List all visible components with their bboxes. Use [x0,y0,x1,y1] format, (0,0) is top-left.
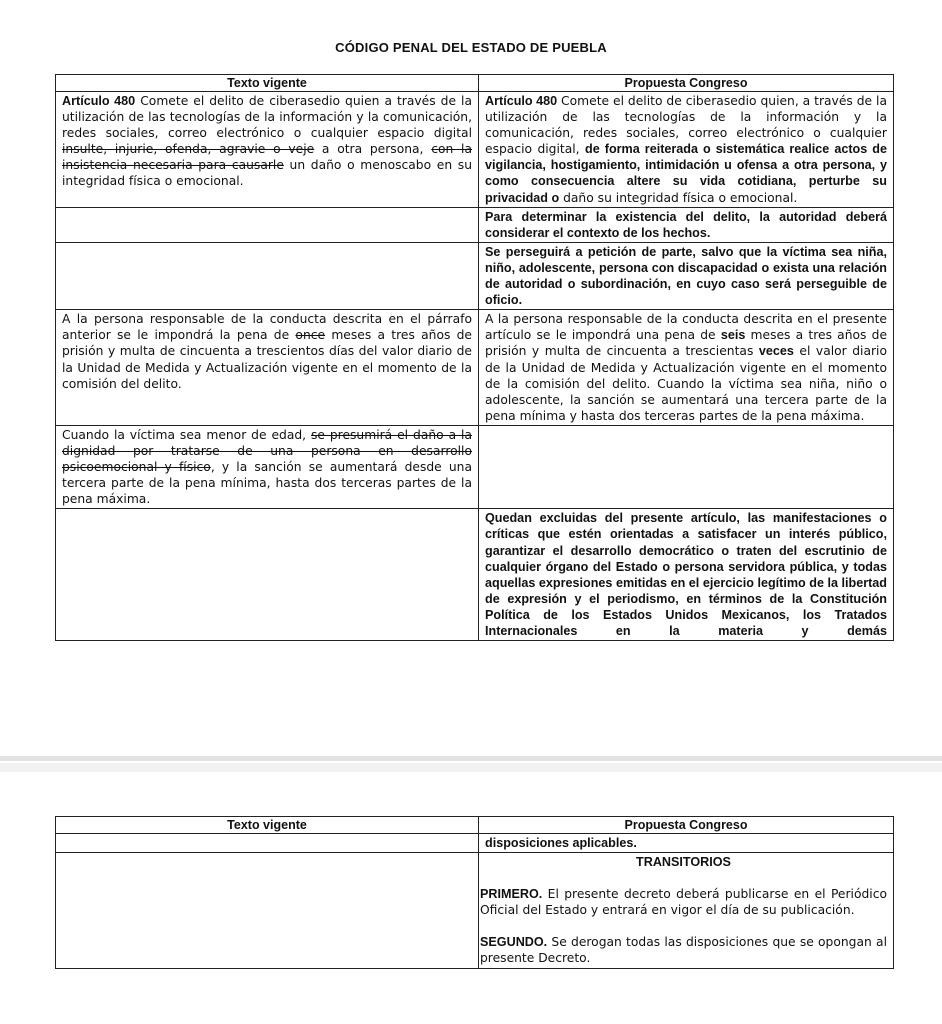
struck-text: insulte, injurie, ofenda, agravie o veje [62,142,315,157]
header-propuesta-congreso: Propuesta Congreso [479,817,894,834]
header-texto-vigente: Texto vigente [56,817,479,834]
transitorios-heading: TRANSITORIOS [636,855,731,870]
primero-label: PRIMERO. [480,887,543,902]
cell-vigente-empty [56,207,479,242]
table-row [56,834,894,853]
segundo-text: Se derogan todas las disposiciones que se opongan al presente Decreto. [480,935,887,966]
text-segment: A la persona responsable de la conducta descrita en el párrafo anterior se le impondrá la pena de [62,312,472,343]
comparison-table-1 [55,74,894,641]
struck-text: once [295,328,326,343]
struck-text: se presumirá el daño a la dignidad por tratarse de una persona en desarrollo psicoemocional y físico [62,427,472,475]
table-header-row [56,75,894,92]
article-label: Artículo 480 [62,94,136,108]
header-propuesta-congreso: Propuesta Congreso [479,75,894,92]
segundo-paragraph [480,934,887,966]
text-segment: daño su integridad física o emocional. [559,190,798,205]
cell-propuesta-transitorios [479,853,894,968]
bold-text: de forma reiterada o sistemática realice actos de vigilancia, hostigamiento, intimidación u ofensa a otra persona, y como consecuencia altere su vida cotidiana, perturbe su privacidad o [485,142,887,205]
primero-paragraph [480,886,887,918]
table-row [56,425,894,508]
cell-propuesta-art480 [479,92,894,208]
table-row [56,310,894,426]
text-segment: a otra persona, [314,142,432,157]
primero-text: El presente decreto deberá publicarse en el Periódico Oficial del Estado y entrará en vigor el día de su publicación. [480,887,887,918]
segundo-label: SEGUNDO. [480,935,548,950]
header-texto-vigente: Texto vigente [56,75,479,92]
cell-vigente-empty [56,853,479,968]
bold-text: veces [758,344,794,359]
page-break-line [0,756,942,761]
text-segment: meses a tres años de prisión y multa de cincuenta a trescientas [485,328,888,359]
table-header-row [56,817,894,834]
table-row [56,242,894,309]
comparison-table-2 [55,816,894,969]
cell-propuesta-contexto: Para determinar la existencia del delito, la autoridad deberá considerar el contexto de los hechos. [479,207,894,242]
struck-text: con la insistencia necesaria para causarle [62,142,472,173]
text-segment: un daño o menoscabo en su integridad física o emocional. [62,158,472,189]
article-label: Artículo 480 [485,94,558,108]
text-segment: Cuando la víctima sea menor de edad, [62,427,311,442]
cell-vigente-empty [56,834,479,853]
text-segment: Comete el delito de ciberasedio quien a través de la utilización de las tecnologías de la información y la comunicación, redes sociales, correo electrónico o cualquier espacio digital [62,94,472,141]
cell-vigente-empty [56,509,479,641]
cell-propuesta-excluidas: Quedan excluidas del presente artículo, las manifestaciones o críticas que estén orientadas a satisfacer un interés público, garantizar el desarrollo democrático o traten del escrutinio de cualquier órgano del Estado o persona servidora pública, y todas aquellas expresiones emitidas en el ejercicio legítimo de la libertad de expresión y el periodismo, en términos de la Constitución Política de los Estados Unidos Mexicanos, los Tratados Internacionales en la materia y demás [479,509,894,641]
cell-propuesta-disposiciones: disposiciones aplicables. [479,834,894,853]
table-row [56,509,894,641]
table-row [56,92,894,208]
text-segment: el valor diario de la Unidad de Medida y Actualización vigente en el momento de la comisión del delito. Cuando la víctima sea niña, niño o adolescente, la sanción se aumentará una tercera parte de la pena mínima y hasta dos terceras partes de la pena máxima. [485,344,887,423]
cell-propuesta-empty [479,425,894,508]
cell-vigente-menor-edad [56,425,479,508]
table-row [56,207,894,242]
cell-vigente-empty [56,242,479,309]
text-segment: Comete el delito de ciberasedio quien, a través de la utilización de las tecnologías de la información y la comunicación, redes sociales, correo electrónico o cualquier espacio digital, [485,94,887,157]
text-segment: meses a tres años de prisión y multa de cincuenta a trescientos días del valor diario de la Unidad de Medida y Actualización vigente en el momento de la comisión del delito. [62,328,472,391]
bold-text: seis [720,328,746,343]
document-title: CÓDIGO PENAL DEL ESTADO DE PUEBLA [335,40,607,55]
cell-vigente-art480 [56,92,479,208]
page-break-shade [0,763,942,772]
cell-propuesta-pena [479,310,894,426]
cell-vigente-pena [56,310,479,426]
table-row [56,853,894,968]
text-segment: A la persona responsable de la conducta descrita en el presente artículo se le impondrá una pena de [485,312,887,343]
cell-propuesta-persecucion: Se perseguirá a petición de parte, salvo que la víctima sea niña, niño, adolescente, persona con discapacidad o exista una relación de autoridad o subordinación, en cuyo caso será perseguible de oficio. [479,242,894,309]
text-segment: , y la sanción se aumentará desde una tercera parte de la pena mínima, hasta dos terceras partes de la pena máxima. [62,460,472,507]
